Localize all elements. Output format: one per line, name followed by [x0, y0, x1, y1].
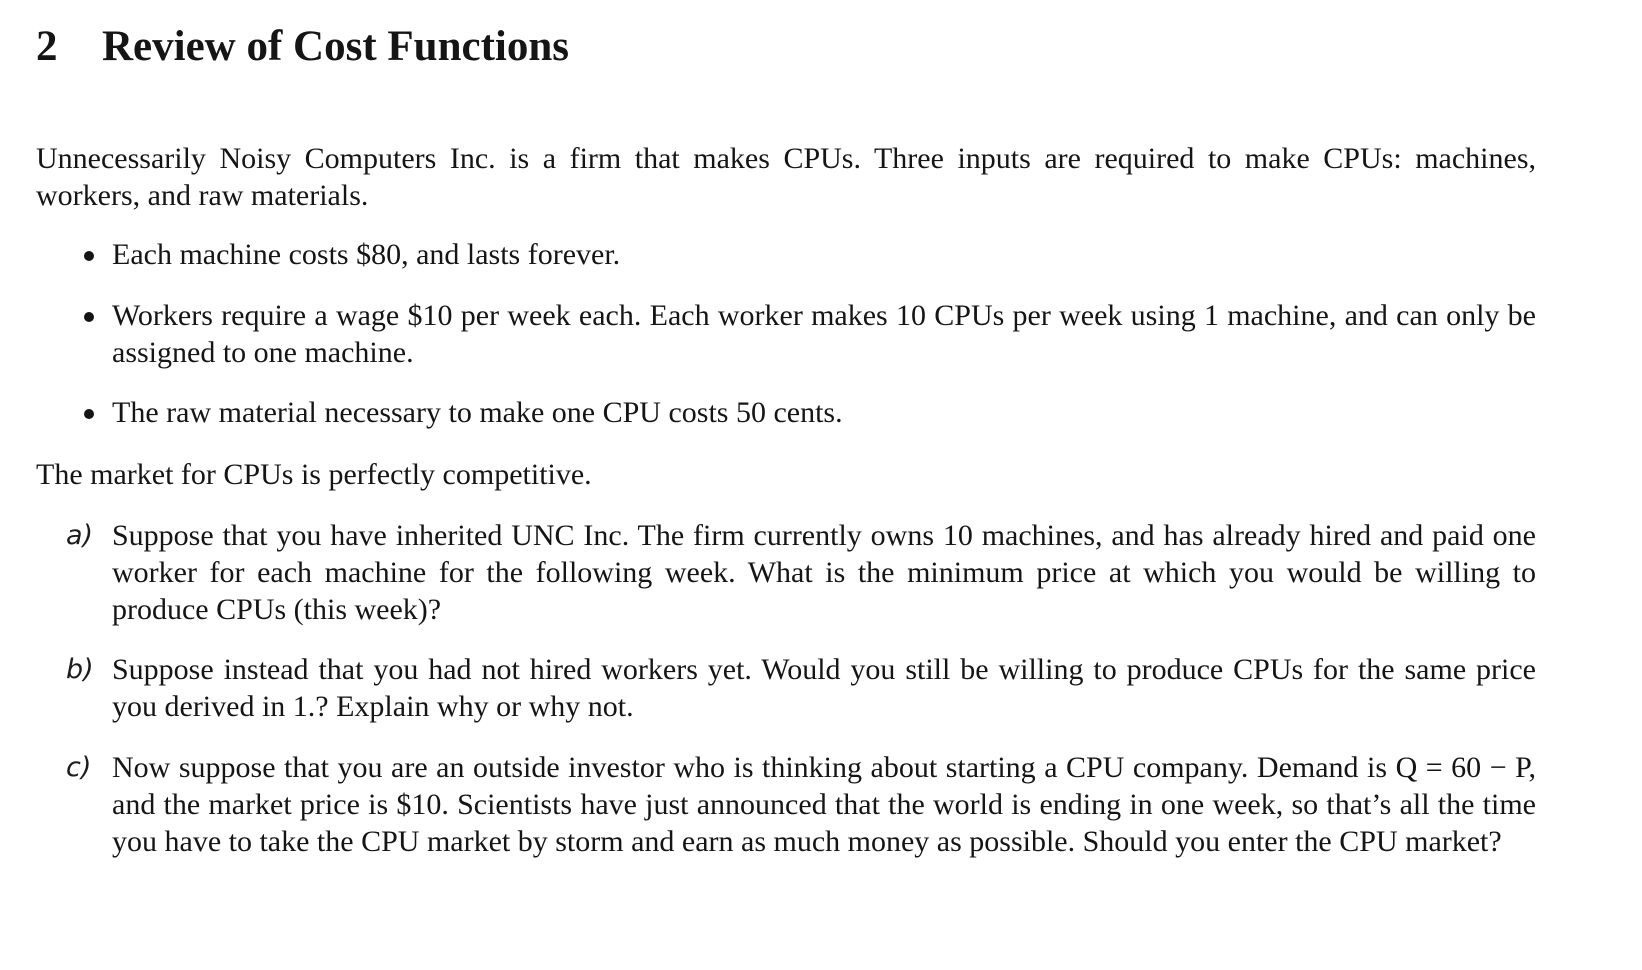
list-item [112, 297, 1536, 371]
bullet-icon [84, 409, 94, 419]
bullet-icon [84, 251, 94, 261]
section-number: 2 [36, 23, 58, 70]
question-text: Suppose that you have inherited UNC Inc. The firm currently owns 10 machines, and has already hired and paid one worker for each machine for the following week. What is the minimum price at which you would be willing to produce CPUs (this week)? [112, 519, 1536, 626]
question-a [66, 517, 1536, 628]
question-text: Now suppose that you are an outside investor who is thinking about starting a CPU company. Demand is Q = 60 − P, and the market price is $10. Scientists have just announced that the world is ending in one week, so that’s all the time you have to take the CPU market by storm and earn as much money as possible. Should you enter the CPU market? [112, 751, 1536, 858]
list-item [112, 236, 1536, 273]
question-text: Suppose instead that you had not hired workers yet. Would you still be willing to produce CPUs for the same price you derived in 1.? Explain why or why not. [112, 653, 1536, 723]
question-marker: c) [66, 752, 92, 783]
section-title: Review of Cost Functions [102, 23, 569, 70]
bullet-icon [84, 312, 94, 322]
list-item-text: The raw material necessary to make one CPU costs 50 cents. [112, 396, 843, 429]
market-statement: The market for CPUs is perfectly competitive. [36, 458, 592, 491]
list-item-text: Workers require a wage $10 per week each. Each worker makes 10 CPUs per week using 1 machine, and can only be assigned to one machine. [112, 299, 1536, 369]
question-marker: b) [66, 654, 94, 685]
question-c [66, 749, 1536, 860]
intro-paragraph: Unnecessarily Noisy Computers Inc. is a firm that makes CPUs. Three inputs are required to make CPUs: machines, workers, and raw materials. [36, 142, 1536, 212]
list-item-text: Each machine costs $80, and lasts forever. [112, 238, 621, 271]
list-item [112, 394, 1536, 431]
question-b [66, 651, 1536, 725]
question-marker: a) [66, 520, 94, 551]
